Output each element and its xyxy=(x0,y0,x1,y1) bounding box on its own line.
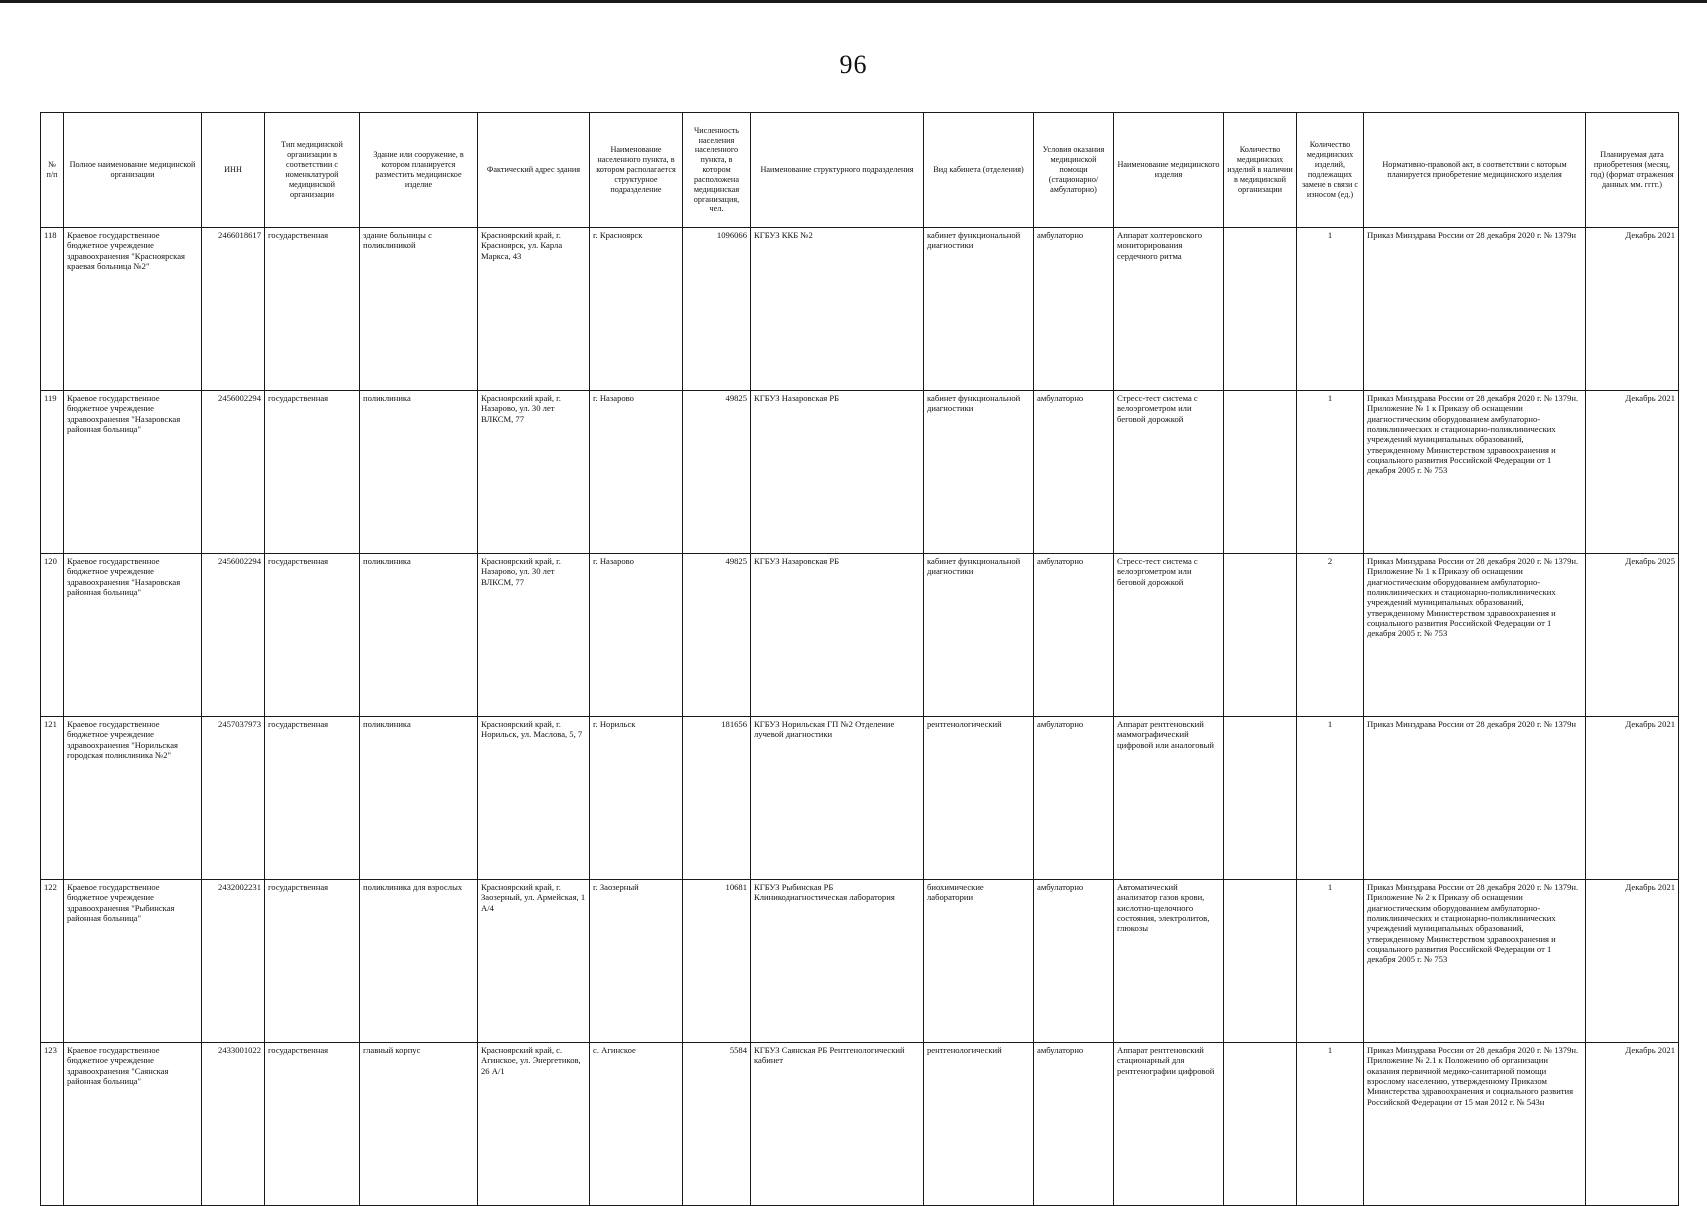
cell-inn: 2456002294 xyxy=(202,391,265,554)
cell-act: Приказ Минздрава России от 28 декабря 2020 г. № 1379н. Приложение № 2.1 к Положению об организации оказания первичной медико-санитарной помощи взрослому населению, утвержденному Приказом Министерства здравоохранения и социального развития Российской Федерации от 15 мая 2012 г. № 543н xyxy=(1364,1043,1586,1206)
cell-in-stock xyxy=(1224,880,1297,1043)
cell-population: 49825 xyxy=(683,391,751,554)
cell-address: Красноярский край, с. Агинское, ул. Энергетиков, 26 А/1 xyxy=(478,1043,590,1206)
cell-unit: КГБУЗ Норильская ГП №2 Отделение лучевой диагностики xyxy=(751,717,924,880)
cell-org: Краевое государственное бюджетное учреждение здравоохранения "Красноярская краевая больница №2" xyxy=(64,228,202,391)
cell-num: 122 xyxy=(41,880,64,1043)
header-address: Фактический адрес здания xyxy=(478,113,590,228)
cell-cabinet: рентгенологический xyxy=(924,717,1034,880)
cell-locality: г. Норильск xyxy=(590,717,683,880)
header-population: Численность населения населенного пункта, в котором расположена медицинская организация, чел. xyxy=(683,113,751,228)
cell-locality: г. Назарово xyxy=(590,391,683,554)
cell-type: государственная xyxy=(265,1043,360,1206)
cell-locality: г. Назарово xyxy=(590,554,683,717)
cell-num: 123 xyxy=(41,1043,64,1206)
cell-address: Красноярский край, г. Назарово, ул. 30 лет ВЛКСМ, 77 xyxy=(478,554,590,717)
cell-num: 121 xyxy=(41,717,64,880)
header-unit: Наименование структурного подразделения xyxy=(751,113,924,228)
cell-building: главный корпус xyxy=(360,1043,478,1206)
cell-in-stock xyxy=(1224,228,1297,391)
cell-population: 49825 xyxy=(683,554,751,717)
header-conditions: Условия оказания медицинской помощи (стационарно/ амбулаторно) xyxy=(1034,113,1114,228)
cell-conditions: амбулаторно xyxy=(1034,391,1114,554)
cell-org: Краевое государственное бюджетное учреждение здравоохранения "Назаровская районная больница" xyxy=(64,554,202,717)
cell-act: Приказ Минздрава России от 28 декабря 2020 г. № 1379н xyxy=(1364,717,1586,880)
cell-inn: 2466018617 xyxy=(202,228,265,391)
header-act: Нормативно-правовой акт, в соответствии с которым планируется приобретение медицинского изделия xyxy=(1364,113,1586,228)
cell-date: Декабрь 2021 xyxy=(1586,717,1679,880)
cell-type: государственная xyxy=(265,880,360,1043)
table-header-row xyxy=(41,113,1679,228)
cell-date: Декабрь 2021 xyxy=(1586,391,1679,554)
cell-population: 1096066 xyxy=(683,228,751,391)
cell-device: Автоматический анализатор газов крови, кислотно-щелочного состояния, электролитов, глюкозы xyxy=(1114,880,1224,1043)
table-row xyxy=(41,1043,1679,1206)
cell-replace: 1 xyxy=(1297,1043,1364,1206)
cell-type: государственная xyxy=(265,391,360,554)
cell-replace: 1 xyxy=(1297,228,1364,391)
cell-replace: 1 xyxy=(1297,391,1364,554)
header-org: Полное наименование медицинской организации xyxy=(64,113,202,228)
cell-address: Красноярский край, г. Назарово, ул. 30 лет ВЛКСМ, 77 xyxy=(478,391,590,554)
cell-address: Красноярский край, г. Красноярск, ул. Карла Маркса, 43 xyxy=(478,228,590,391)
cell-population: 181656 xyxy=(683,717,751,880)
cell-act: Приказ Минздрава России от 28 декабря 2020 г. № 1379н. Приложение № 1 к Приказу об оснащении диагностическим оборудованием амбулаторно-поликлинических и стационарно-поликлинических учреждений муниципальных образований, утвержденному Министерством здравоохранения и социального развития Российской Федерации от 1 декабря 2005 г. № 753 xyxy=(1364,391,1586,554)
header-in-stock: Количество медицинских изделий в наличии в медицинской организации xyxy=(1224,113,1297,228)
cell-type: государственная xyxy=(265,554,360,717)
cell-replace: 1 xyxy=(1297,880,1364,1043)
cell-type: государственная xyxy=(265,228,360,391)
cell-in-stock xyxy=(1224,717,1297,880)
cell-num: 120 xyxy=(41,554,64,717)
cell-act: Приказ Минздрава России от 28 декабря 2020 г. № 1379н. Приложение № 1 к Приказу об оснащении диагностическим оборудованием амбулаторно-поликлинических и стационарно-поликлинических учреждений муниципальных образований, утвержденному Министерством здравоохранения и социального развития Российской Федерации от 1 декабря 2005 г. № 753 xyxy=(1364,554,1586,717)
header-device: Наименование медицинского изделия xyxy=(1114,113,1224,228)
cell-unit: КГБУЗ Назаровская РБ xyxy=(751,391,924,554)
cell-device: Аппарат рентгеновский стационарный для рентгенографии цифровой xyxy=(1114,1043,1224,1206)
cell-in-stock xyxy=(1224,391,1297,554)
header-date: Планируемая дата приобретения (месяц, год) (формат отражения данных мм. гггг.) xyxy=(1586,113,1679,228)
cell-building: поликлиника xyxy=(360,391,478,554)
page-number: 96 xyxy=(839,50,868,79)
cell-replace: 1 xyxy=(1297,717,1364,880)
cell-conditions: амбулаторно xyxy=(1034,228,1114,391)
cell-cabinet: рентгенологический xyxy=(924,1043,1034,1206)
cell-building: поликлиника для взрослых xyxy=(360,880,478,1043)
cell-cabinet: кабинет функциональной диагностики xyxy=(924,554,1034,717)
cell-date: Декабрь 2021 xyxy=(1586,880,1679,1043)
header-type: Тип медицинской организации в соответствии с номенклатурой медицинской организации xyxy=(265,113,360,228)
table-row xyxy=(41,228,1679,391)
cell-in-stock xyxy=(1224,1043,1297,1206)
cell-inn: 2432002231 xyxy=(202,880,265,1043)
cell-cabinet: биохимические лаборатории xyxy=(924,880,1034,1043)
cell-building: здание больницы с поликлиникой xyxy=(360,228,478,391)
cell-address: Красноярский край, г. Норильск, ул. Маслова, 5, 7 xyxy=(478,717,590,880)
cell-cabinet: кабинет функциональной диагностики xyxy=(924,391,1034,554)
cell-act: Приказ Минздрава России от 28 декабря 2020 г. № 1379н xyxy=(1364,228,1586,391)
cell-cabinet: кабинет функциональной диагностики xyxy=(924,228,1034,391)
cell-num: 118 xyxy=(41,228,64,391)
cell-org: Краевое государственное бюджетное учреждение здравоохранения "Назаровская районная больница" xyxy=(64,391,202,554)
cell-conditions: амбулаторно xyxy=(1034,1043,1114,1206)
cell-building: поликлиника xyxy=(360,717,478,880)
cell-unit: КГБУЗ Рыбинская РБ Клиникодиагностическая лаборатория xyxy=(751,880,924,1043)
cell-org: Краевое государственное бюджетное учреждение здравоохранения "Норильская городская поликлиника №2" xyxy=(64,717,202,880)
cell-unit: КГБУЗ Саянская РБ Рентгенологический кабинет xyxy=(751,1043,924,1206)
cell-device: Аппарат холтеровского мониторирования сердечного ритма xyxy=(1114,228,1224,391)
cell-device: Стресс-тест система с велоэргометром или беговой дорожкой xyxy=(1114,554,1224,717)
table-row xyxy=(41,391,1679,554)
cell-inn: 2457037973 xyxy=(202,717,265,880)
cell-unit: КГБУЗ Назаровская РБ xyxy=(751,554,924,717)
cell-act: Приказ Минздрава России от 28 декабря 2020 г. № 1379н. Приложение № 2 к Приказу об оснащении диагностическим оборудованием амбулаторно-поликлинических и стационарно-поликлинических учреждений муниципальных образований, утвержденному Министерством здравоохранения и социального развития Российской Федерации от 1 декабря 2005 г. № 753 xyxy=(1364,880,1586,1043)
cell-unit: КГБУЗ ККБ №2 xyxy=(751,228,924,391)
cell-address: Красноярский край, г. Заозерный, ул. Армейская, 1 А/4 xyxy=(478,880,590,1043)
cell-date: Декабрь 2021 xyxy=(1586,1043,1679,1206)
cell-device: Стресс-тест система с велоэргометром или беговой дорожкой xyxy=(1114,391,1224,554)
header-num: № п/п xyxy=(41,113,64,228)
cell-inn: 2433001022 xyxy=(202,1043,265,1206)
header-inn: ИНН xyxy=(202,113,265,228)
table-row xyxy=(41,880,1679,1043)
cell-org: Краевое государственное бюджетное учреждение здравоохранения "Саянская районная больница" xyxy=(64,1043,202,1206)
top-border-line xyxy=(0,0,1707,3)
header-replace: Количество медицинских изделий, подлежащих замене в связи с износом (ед.) xyxy=(1297,113,1364,228)
table-row xyxy=(41,554,1679,717)
cell-org: Краевое государственное бюджетное учреждение здравоохранения "Рыбинская районная больница" xyxy=(64,880,202,1043)
cell-conditions: амбулаторно xyxy=(1034,717,1114,880)
header-cabinet: Вид кабинета (отделения) xyxy=(924,113,1034,228)
table-row xyxy=(41,717,1679,880)
cell-num: 119 xyxy=(41,391,64,554)
header-locality: Наименование населенного пункта, в котором располагается структурное подразделение xyxy=(590,113,683,228)
cell-locality: с. Агинское xyxy=(590,1043,683,1206)
cell-conditions: амбулаторно xyxy=(1034,880,1114,1043)
cell-inn: 2456002294 xyxy=(202,554,265,717)
cell-population: 5584 xyxy=(683,1043,751,1206)
cell-conditions: амбулаторно xyxy=(1034,554,1114,717)
cell-date: Декабрь 2021 xyxy=(1586,228,1679,391)
cell-building: поликлиника xyxy=(360,554,478,717)
cell-type: государственная xyxy=(265,717,360,880)
cell-in-stock xyxy=(1224,554,1297,717)
equipment-table xyxy=(40,112,1679,1206)
cell-locality: г. Заозерный xyxy=(590,880,683,1043)
cell-date: Декабрь 2025 xyxy=(1586,554,1679,717)
header-building: Здание или сооружение, в котором планируется разместить медицинское изделие xyxy=(360,113,478,228)
cell-device: Аппарат рентгеновский маммографический цифровой или аналоговый xyxy=(1114,717,1224,880)
cell-locality: г. Красноярск xyxy=(590,228,683,391)
cell-replace: 2 xyxy=(1297,554,1364,717)
cell-population: 10681 xyxy=(683,880,751,1043)
